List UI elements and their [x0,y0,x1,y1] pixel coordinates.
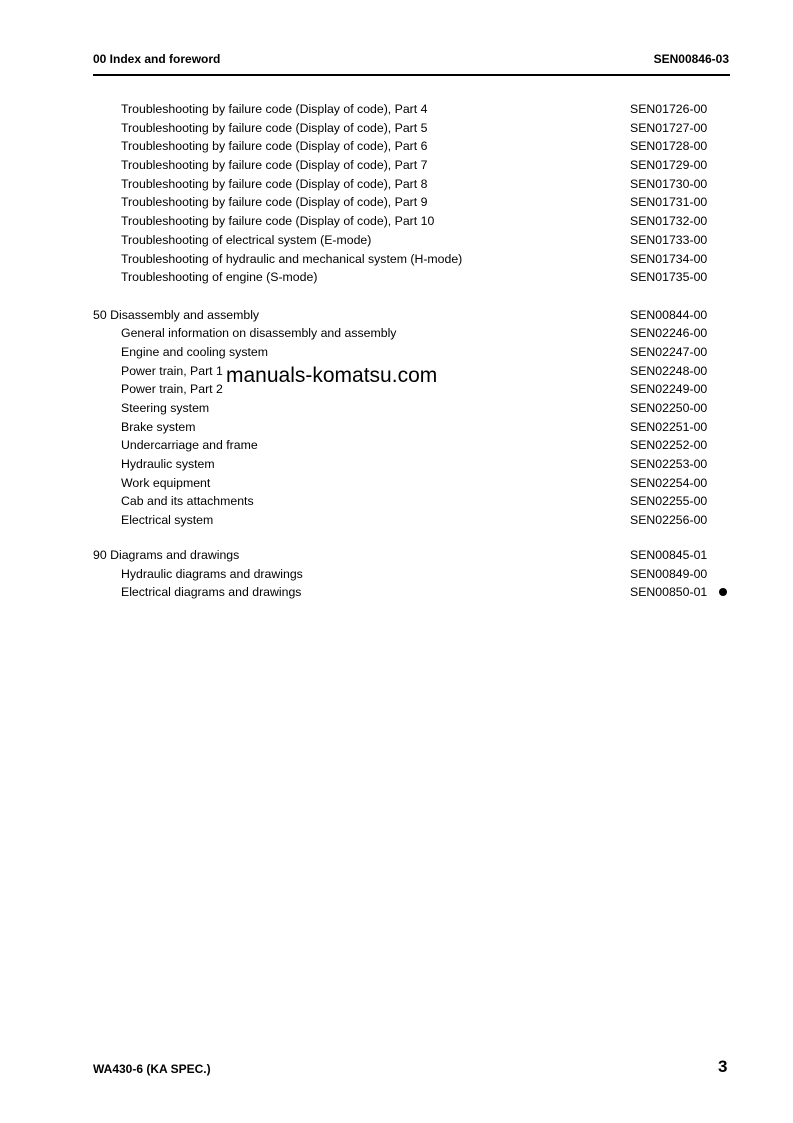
toc-item-row [93,583,733,602]
item-title: Troubleshooting by failure code (Display of code), Part 6 [121,139,428,154]
toc-item-row [93,119,733,138]
item-title: Steering system [121,401,210,415]
document-code: SEN02252-00 [630,438,708,453]
document-code: SEN02249-00 [630,382,708,397]
item-title: Brake system [121,419,196,434]
document-code: SEN00849-00 [630,566,708,581]
watermark-text: manuals-komatsu.com [226,364,438,387]
item-title: Power train, Part 1 [121,363,223,378]
document-code: SEN01731-00 [630,195,708,210]
document-code: SEN02247-00 [630,344,708,359]
item-title: Power train, Part 2 [121,382,223,397]
toc-item-row [93,324,733,343]
document-code: SEN01728-00 [630,139,708,154]
toc-item-row [93,418,733,437]
toc-item-row [93,137,733,156]
item-title: Hydraulic diagrams and drawings [121,566,303,581]
document-code: SEN02253-00 [630,457,708,472]
document-code: SEN01735-00 [630,270,708,285]
document-code: SEN00850-01 [630,585,708,600]
footer-model: WA430-6 (KA SPEC.) [93,1062,211,1076]
toc-item-row [93,193,733,212]
document-code: SEN00844-00 [630,307,708,322]
section-title: 90 Diagrams and drawings [93,547,240,562]
header-chapter-title: 00 Index and foreword [93,52,221,66]
toc-item-row [93,565,733,584]
revision-bullet-icon [719,588,727,596]
toc-item-row [93,175,733,194]
toc-item-row [93,474,733,493]
document-code: SEN02246-00 [630,326,708,341]
item-title: Troubleshooting of hydraulic and mechanical system (H-mode) [121,251,463,266]
group-spacer [93,287,733,306]
toc-item-row [93,268,733,287]
item-title: Troubleshooting of electrical system (E-mode) [121,232,372,247]
document-code: SEN01733-00 [630,232,708,247]
document-code: SEN02248-00 [630,363,708,378]
toc-item-row [93,250,733,269]
header-document-number: SEN00846-03 [653,52,729,66]
document-code: SEN01726-00 [630,102,708,116]
item-title: General information on disassembly and assembly [121,326,397,341]
group-spacer [93,530,733,546]
item-title: Work equipment [121,475,211,490]
document-code: SEN01730-00 [630,176,708,191]
toc-item-row [93,492,733,511]
page-header [93,52,729,74]
document-code: SEN02254-00 [630,475,708,490]
toc-item-row [93,100,733,119]
toc-item-row [93,436,733,455]
toc-item-row [93,156,733,175]
item-title: Undercarriage and frame [121,438,258,453]
item-title: Troubleshooting by failure code (Display of code), Part 4 [121,102,428,116]
document-code: SEN01727-00 [630,120,708,135]
toc-item-row [93,511,733,530]
table-of-contents [93,100,733,602]
document-code: SEN02255-00 [630,494,708,509]
item-title: Troubleshooting by failure code (Display of code), Part 10 [121,214,435,229]
item-title: Cab and its attachments [121,494,254,509]
toc-section-row [93,306,733,325]
document-code: SEN00845-01 [630,547,708,562]
toc-item-row [93,399,733,418]
document-code: SEN02250-00 [630,401,708,415]
document-code: SEN01729-00 [630,158,708,173]
page-number: 3 [718,1057,728,1076]
header-rule [93,74,730,76]
toc-item-row [93,343,733,362]
item-title: Troubleshooting of engine (S-mode) [121,270,318,285]
document-code: SEN02256-00 [630,513,708,528]
item-title: Electrical system [121,513,214,528]
item-title: Engine and cooling system [121,344,268,359]
toc-item-row [93,212,733,231]
toc-item-row [93,455,733,474]
toc-section-row [93,546,733,565]
document-code: SEN02251-00 [630,419,708,434]
section-title: 50 Disassembly and assembly [93,307,260,322]
item-title: Electrical diagrams and drawings [121,585,302,600]
document-code: SEN01734-00 [630,251,708,266]
toc-item-row [93,231,733,250]
item-title: Troubleshooting by failure code (Display of code), Part 7 [121,158,428,173]
item-title: Hydraulic system [121,457,215,472]
item-title: Troubleshooting by failure code (Display of code), Part 5 [121,120,428,135]
item-title: Troubleshooting by failure code (Display of code), Part 8 [121,176,428,191]
item-title: Troubleshooting by failure code (Display of code), Part 9 [121,195,428,210]
document-code: SEN01732-00 [630,214,708,229]
